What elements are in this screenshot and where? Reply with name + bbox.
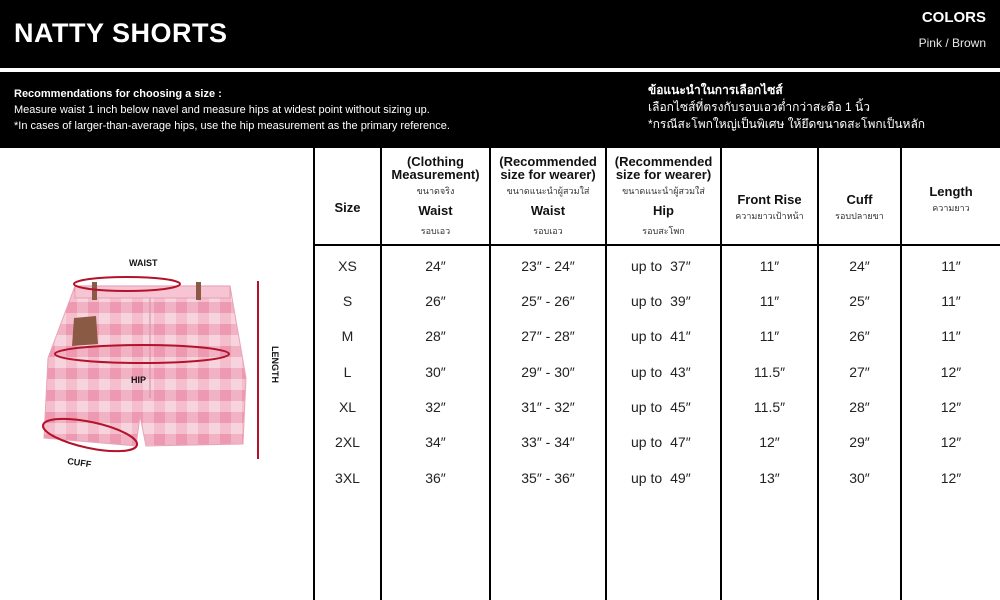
table-cell-cuff: 28″: [849, 399, 870, 415]
header-length: [902, 148, 1000, 244]
table-cell-waist: 36″: [425, 470, 446, 486]
shorts-shape: [44, 286, 246, 446]
table-cell-length: 11″: [941, 293, 961, 309]
hip-value: 43″: [670, 364, 691, 380]
table-cell-waist_rec: 25″ - 26″: [521, 293, 575, 309]
hip-prefix: up to: [631, 328, 663, 344]
table-cell-size: XS: [338, 258, 357, 274]
hip-prefix: up to: [631, 258, 663, 274]
table-cell-waist: 34″: [425, 434, 446, 450]
table-cell-hip: [607, 432, 720, 452]
table-cell-hip: [607, 291, 720, 311]
shorts-illustration: [0, 148, 313, 600]
table-cell-hip: [607, 468, 720, 488]
header-thai: รอบสะโพก: [642, 225, 685, 236]
header-main: Cuff: [846, 191, 873, 207]
table-cell-cuff: 29″: [849, 434, 870, 450]
header-main: Waist: [418, 202, 453, 218]
hip-value: 45″: [670, 399, 691, 415]
table-cell-rise: 11″: [759, 328, 780, 344]
table-cell-rise: 11″: [759, 293, 780, 309]
header-main: Hip: [653, 202, 674, 218]
header-thai: รอบปลายขา: [835, 210, 884, 221]
shorts-diagram: [0, 148, 313, 600]
header-paren: (Recommended size for wearer): [499, 153, 597, 182]
waist-label: WAIST: [129, 258, 158, 268]
header-thai-small: ขนาดแนะนำผู้สวมใส่: [622, 185, 705, 196]
table-cell-hip: [607, 256, 720, 276]
table-cell-size: S: [342, 293, 353, 309]
hip-value: 49″: [670, 470, 691, 486]
header-size: Size: [334, 199, 361, 215]
table-cell-waist_rec: 31″ - 32″: [521, 399, 575, 415]
table-cell-size: L: [343, 364, 352, 380]
pocket: [72, 316, 98, 346]
header-thai: รอบเอว: [533, 225, 563, 236]
header-front-rise: [722, 148, 817, 244]
table-cell-waist: 26″: [425, 293, 446, 309]
table-cell-rise: 13″: [759, 470, 780, 486]
header-waist-recommended: [491, 148, 605, 244]
product-title: NATTY SHORTS: [14, 18, 228, 48]
header-bar: [0, 0, 1000, 68]
header-hip-recommended: [607, 148, 720, 244]
reco-th-heading: ข้อแนะนำในการเลือกไซส์: [648, 83, 783, 97]
table-cell-hip: [607, 326, 720, 346]
header-paren: (Clothing Measurement): [391, 153, 480, 182]
table-cell-rise: 12″: [759, 434, 780, 450]
reco-en-line2: *In cases of larger-than-average hips, use the hip measurement as the primary reference.: [14, 120, 450, 132]
table-cell-cuff: 30″: [849, 470, 870, 486]
hip-value: 37″: [670, 258, 691, 274]
table-cell-waist_rec: 33″ - 34″: [521, 434, 575, 450]
table-cell-size: 2XL: [335, 434, 360, 450]
header-thai-small: ขนาดแนะนำผู้สวมใส่: [506, 185, 590, 196]
header-thai-small: ขนาดจริง: [416, 185, 455, 196]
hip-prefix: up to: [631, 434, 663, 450]
reco-en-line1: Measure waist 1 inch below navel and measure hips at widest point without sizing up.: [14, 104, 430, 116]
table-cell-cuff: 25″: [849, 293, 870, 309]
length-label: LENGTH: [270, 346, 280, 383]
table-cell-length: 11″: [941, 328, 961, 344]
table-cell-waist_rec: 29″ - 30″: [521, 364, 575, 380]
table-cell-hip: [607, 397, 720, 417]
reco-th-line2: *กรณีสะโพกใหญ่เป็นพิเศษ ให้ยึดขนาดสะโพกเป็นหลัก: [648, 117, 926, 131]
table-cell-waist_rec: 27″ - 28″: [521, 328, 575, 344]
header-paren: (Recommended size for wearer): [614, 153, 713, 182]
table-cell-length: 11″: [941, 258, 961, 274]
table-cell-waist: 30″: [425, 364, 446, 380]
header-main: Length: [929, 183, 973, 199]
recommendations-panel: [0, 72, 1000, 148]
table-cell-cuff: 27″: [849, 364, 870, 380]
hip-prefix: up to: [631, 364, 663, 380]
table-cell-waist_rec: 35″ - 36″: [521, 470, 575, 486]
header-thai: รอบเอว: [420, 225, 451, 236]
header-main: Front Rise: [737, 191, 802, 207]
reco-th-line1: เลือกไซส์ที่ตรงกับรอบเอวต่ำกว่าสะดือ 1 นิ้ว: [648, 100, 870, 114]
table-cell-length: 12″: [940, 470, 962, 486]
table-cell-waist: 24″: [425, 258, 446, 274]
table-cell-size: XL: [338, 399, 357, 415]
hip-prefix: up to: [631, 399, 663, 415]
header-thai: ความยาวเป้าหน้า: [735, 210, 804, 221]
hip-value: 39″: [670, 293, 691, 309]
table-cell-length: 12″: [940, 434, 962, 450]
header-cuff: [819, 148, 900, 244]
recommendations-english: [14, 86, 450, 134]
cuff-label: CUFF: [66, 456, 92, 470]
header-waist-clothing: [382, 148, 489, 244]
table-cell-cuff: 24″: [849, 258, 870, 274]
table-cell-rise: 11.5″: [753, 364, 786, 380]
colors-heading: COLORS: [921, 9, 986, 26]
recommendations-thai: [648, 82, 925, 133]
table-header-rule: [313, 244, 1000, 246]
hip-prefix: up to: [631, 293, 663, 309]
table-cell-hip: [607, 362, 720, 382]
table-cell-cuff: 26″: [849, 328, 870, 344]
hip-value: 47″: [670, 434, 691, 450]
waistband: [75, 286, 230, 298]
table-cell-size: M: [341, 328, 354, 344]
table-cell-size: 3XL: [335, 470, 360, 486]
table-cell-rise: 11.5″: [753, 399, 786, 415]
table-cell-length: 12″: [940, 364, 962, 380]
table-cell-waist_rec: 23″ - 24″: [521, 258, 575, 274]
table-cell-waist: 28″: [425, 328, 446, 344]
table-cell-rise: 11″: [759, 258, 780, 274]
hip-label: HIP: [131, 375, 147, 385]
table-cell-waist: 32″: [425, 399, 446, 415]
hip-value: 41″: [670, 328, 691, 344]
table-cell-length: 12″: [940, 399, 962, 415]
colors-value: Pink / Brown: [918, 36, 986, 50]
header-main: Waist: [530, 202, 566, 218]
header-thai: ความยาว: [932, 202, 970, 213]
hip-prefix: up to: [631, 470, 663, 486]
reco-en-heading: Recommendations for choosing a size :: [14, 88, 222, 100]
